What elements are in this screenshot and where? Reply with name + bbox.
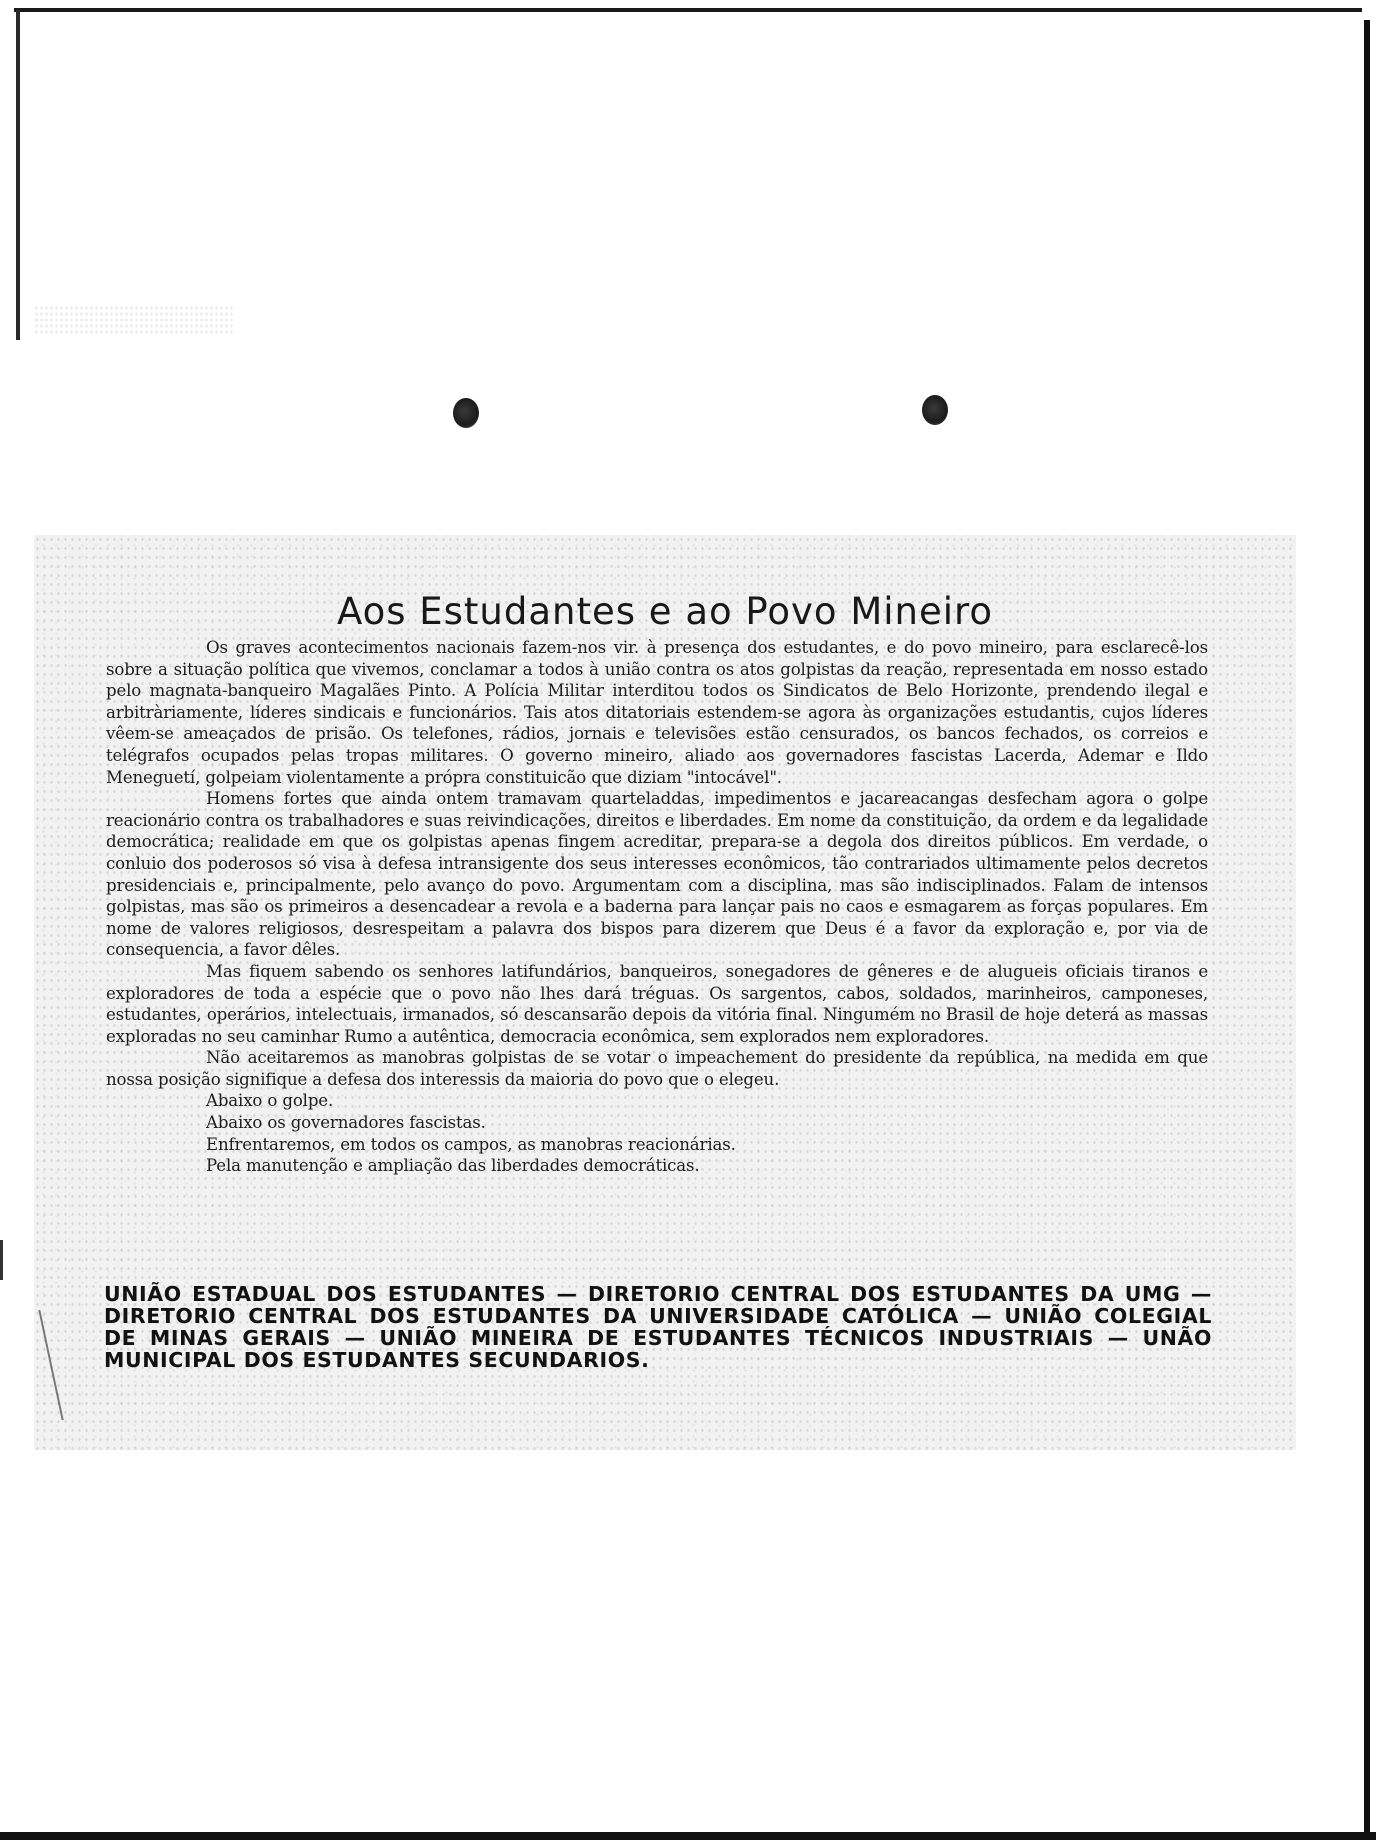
- slogan-item: Pela manutenção e ampliação das liberdades democráticas.: [206, 1156, 700, 1176]
- scan-frame-left: [16, 10, 20, 340]
- scan-noise: [34, 305, 234, 335]
- slogan-item: Abaixo o golpe.: [206, 1091, 334, 1111]
- slogan-list: [106, 1090, 1208, 1176]
- paragraph-1: Os graves acontecimentos nacionais fazem-nos vir. à presença dos estudantes, e do povo mineiro, para esclarecê-los sobre a situação política que vivemos, conclamar a todos à união contra os atos golpistas da reação, representada em nosso estado pelo magnata-banqueiro Magalães Pinto. A Polícia Militar interditou todos os Sindicatos de Belo Horizonte, prendendo ilegal e arbitràriamente, líderes sindicais e funcionários. Tais atos ditatoriais estendem-se agora às organizações estudantis, cujos líderes vêem-se ameaçados de prisão. Os telefones, rádios, jornais e televisões estão censurados, os bancos fechados, os correios e telégrafos ocupados pelas tropas militares. O governo mineiro, aliado aos governadores fascistas Lacerda, Ademar e Ildo Meneguetí, golpeiam violentamente a própra constituicão que diziam "intocável".: [106, 638, 1208, 787]
- scan-frame-left-mark: [0, 1240, 3, 1280]
- slogan-item: Abaixo os governadores fascistas.: [206, 1113, 486, 1133]
- scan-frame-top: [14, 8, 1362, 12]
- scan-frame-bottom: [0, 1832, 1376, 1840]
- paragraph-2: Homens fortes que ainda ontem tramavam quarteladdas, impedimentos e jacareacangas desfecham agora o golpe reacionário contra os trabalhadores e suas reivindicações, direitos e liberdades. Em nome da constituição, da ordem e da legalidade democrática; realidade em que os golpistas apenas fingem acreditar, prepara-se a degola dos direitos públicos. Em verdade, o conluio dos poderosos só visa à defesa intransigente dos seus interesses econômicos, tão contrariados ultimamente pelos decretos presidenciais e, principalmente, pelo avanço do povo. Argumentam com a disciplina, mas são indisciplinados. Falam de intensos golpistas, mas são os primeiros a desencadear a revola e a baderna para lançar pais no caos e esmagarem as forças populares. Em nome de valores religiosos, desrespeitam a palavra dos bispos para dizerem que Deus é a favor da exploração e, por via de consequencia, a favor dêles.: [106, 789, 1208, 960]
- punch-hole-left: [453, 398, 479, 428]
- scan-frame-right: [1364, 20, 1370, 1840]
- paragraph-3: Mas fiquem sabendo os senhores latifundários, banqueiros, sonegadores de gêneres e de alugueis oficiais tiranos e exploradores de toda a espécie que o povo não lhes dará tréguas. Os sargentos, cabos, soldados, marinheiros, camponeses, estudantes, operários, intelectuais, irmanados, só descansarão depois da vitória final. Ningumém no Brasil de hoje deterá as massas exploradas no seu caminhar Rumo a autêntica, democracia econômica, sem explorados nem exploradores.: [106, 961, 1208, 1046]
- paragraph-4: Não aceitaremos as manobras golpistas de se votar o impeachement do presidente da república, na medida em que nossa posição signifique a defesa dos interessis da maioria do povo que o elegeu.: [106, 1048, 1208, 1089]
- document-body: [106, 637, 1208, 1177]
- photocopied-document: [34, 535, 1296, 1450]
- signatories-block: UNIÃO ESTADUAL DOS ESTUDANTES — DIRETORIO CENTRAL DOS ESTUDANTES DA UMG — DIRETORIO CENTRAL DOS ESTUDANTES DA UNIVERSIDADE CATÓLICA — UNIÃO COLEGIAL DE MINAS GERAIS — UNIÃO MINEIRA DE ESTUDANTES TÉCNICOS INDUSTRIAIS — UNÃO MUNICIPAL DOS ESTUDANTES SECUNDARIOS.: [104, 1282, 1212, 1372]
- slogan-item: Enfrentaremos, em todos os campos, as manobras reacionárias.: [206, 1134, 736, 1154]
- document-title: Aos Estudantes e ao Povo Mineiro: [336, 590, 994, 633]
- punch-hole-right: [922, 395, 948, 425]
